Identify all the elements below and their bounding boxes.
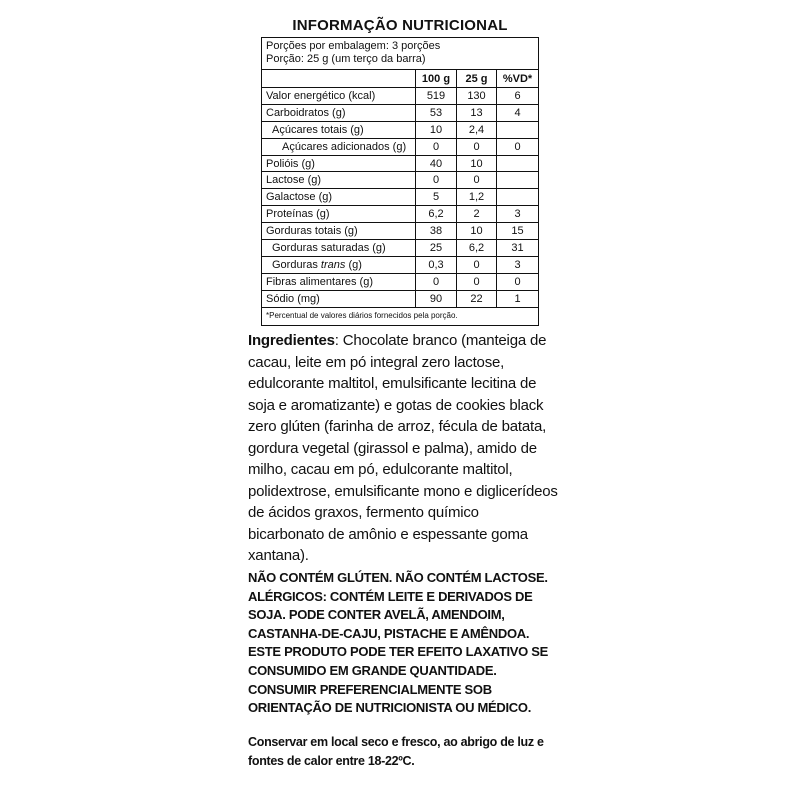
value-100g: 90 xyxy=(416,291,457,307)
row-label: Açúcares totais (g) xyxy=(262,122,416,138)
value-100g: 0 xyxy=(416,172,457,188)
ingredients-text: : Chocolate branco (manteiga de cacau, leite em pó integral zero lactose, edulcorante maltitol, emulsificante lecitina de soja e aromatizante) e gotas de cookies black zero glúten (farinha de arroz, fécula de batata, gordura vegetal (girassol e palma), amido de milho, cacau em pó, edulcorante maltitol, polidextrose, emulsificante mono e diglicerídeos de ácidos graxos, fermento químico bicarbonato de amônio e espessante goma xantana). xyxy=(248,332,558,564)
value-vd xyxy=(497,122,538,138)
value-100g: 40 xyxy=(416,156,457,172)
table-row xyxy=(262,223,538,240)
value-25g: 1,2 xyxy=(457,189,497,205)
value-25g: 2 xyxy=(457,206,497,222)
value-vd: 3 xyxy=(514,208,521,221)
value-vd xyxy=(497,189,538,205)
row-label: Valor energético (kcal) xyxy=(262,88,416,104)
table-row xyxy=(262,189,538,206)
value-100g: 6,2 xyxy=(416,206,457,222)
value-100g: 0 xyxy=(416,139,457,155)
nutrition-title: INFORMAÇÃO NUTRICIONAL xyxy=(292,17,508,34)
row-label: Galactose (g) xyxy=(262,189,416,205)
value-25g: 2,4 xyxy=(457,122,497,138)
row-label: Proteínas (g) xyxy=(262,206,416,222)
value-vd: 31 xyxy=(511,241,524,254)
portion-size: Porção: 25 g (um terço da barra) xyxy=(266,53,426,65)
table-row xyxy=(262,291,538,308)
value-100g: 0 xyxy=(416,274,457,290)
label-prefix: Gorduras xyxy=(272,258,321,271)
value-vd: 15 xyxy=(511,225,524,238)
value-100g: 53 xyxy=(416,105,457,121)
value-100g: 25 xyxy=(416,240,457,256)
table-row xyxy=(262,88,538,105)
table-row xyxy=(262,105,538,122)
table-row xyxy=(262,122,538,139)
value-vd: 0 xyxy=(514,140,521,153)
row-label: Carboidratos (g) xyxy=(262,105,416,121)
row-label: Sódio (mg) xyxy=(262,291,416,307)
header-vd: %VD* xyxy=(502,72,533,85)
row-label: Gorduras totais (g) xyxy=(262,223,416,239)
label-italic: trans xyxy=(320,258,346,271)
table-row xyxy=(262,172,538,189)
header-100g: 100 g xyxy=(416,70,457,87)
value-vd: 6 xyxy=(514,89,521,102)
table-footnote: *Percentual de valores diários fornecidos pela porção. xyxy=(266,310,458,320)
label-suffix: (g) xyxy=(345,258,362,271)
row-label: Fibras alimentares (g) xyxy=(262,274,416,290)
row-label: Polióis (g) xyxy=(262,156,416,172)
table-row xyxy=(262,274,538,291)
table-header xyxy=(262,70,538,88)
header-25g: 25 g xyxy=(457,70,497,87)
value-25g: 6,2 xyxy=(457,240,497,256)
serving-info xyxy=(262,38,538,70)
row-label: Açúcares adicionados (g) xyxy=(262,139,416,155)
value-25g: 0 xyxy=(457,139,497,155)
ingredients-label: Ingredientes xyxy=(248,332,335,349)
value-25g: 22 xyxy=(457,291,497,307)
value-25g: 0 xyxy=(457,172,497,188)
nutrition-table xyxy=(261,37,539,326)
storage-instructions: Conservar em local seco e fresco, ao abrigo de luz e fontes de calor entre 18-22ºC. xyxy=(248,735,544,768)
value-vd: 0 xyxy=(514,275,521,288)
value-25g: 0 xyxy=(457,274,497,290)
table-row xyxy=(262,139,538,156)
value-25g: 10 xyxy=(457,156,497,172)
value-100g: 38 xyxy=(416,223,457,239)
table-row xyxy=(262,240,538,257)
table-row xyxy=(262,257,538,274)
value-vd: 3 xyxy=(514,258,521,271)
value-vd xyxy=(497,172,538,188)
value-100g: 519 xyxy=(416,88,457,104)
value-vd: 1 xyxy=(514,292,521,305)
servings-per-package: Porções por embalagem: 3 porções xyxy=(266,40,441,52)
value-100g: 10 xyxy=(416,122,457,138)
table-row xyxy=(262,206,538,223)
value-100g: 0,3 xyxy=(416,257,457,273)
value-25g: 10 xyxy=(457,223,497,239)
value-100g: 5 xyxy=(416,189,457,205)
row-label xyxy=(262,257,416,273)
value-25g: 130 xyxy=(457,88,497,104)
allergen-warning: NÃO CONTÉM GLÚTEN. NÃO CONTÉM LACTOSE. ALÉRGICOS: CONTÉM LEITE E DERIVADOS DE SOJA. PODE CONTER AVELÃ, AMENDOIM, CASTANHA-DE-CAJU, PISTACHE E AMÊNDOA. ESTE PRODUTO PODE TER EFEITO LAXATIVO SE CONSUMIDO EM GRANDE QUANTIDADE. CONSUMIR PREFERENCIALMENTE SOB ORIENTAÇÃO DE NUTRICIONISTA OU MÉDICO. xyxy=(248,570,549,716)
row-label: Lactose (g) xyxy=(262,172,416,188)
ingredients-paragraph xyxy=(248,330,558,567)
header-label xyxy=(262,70,416,87)
value-vd xyxy=(497,156,538,172)
value-25g: 13 xyxy=(457,105,497,121)
row-label: Gorduras saturadas (g) xyxy=(262,240,416,256)
value-25g: 0 xyxy=(457,257,497,273)
table-row xyxy=(262,156,538,173)
value-vd: 4 xyxy=(514,106,521,119)
